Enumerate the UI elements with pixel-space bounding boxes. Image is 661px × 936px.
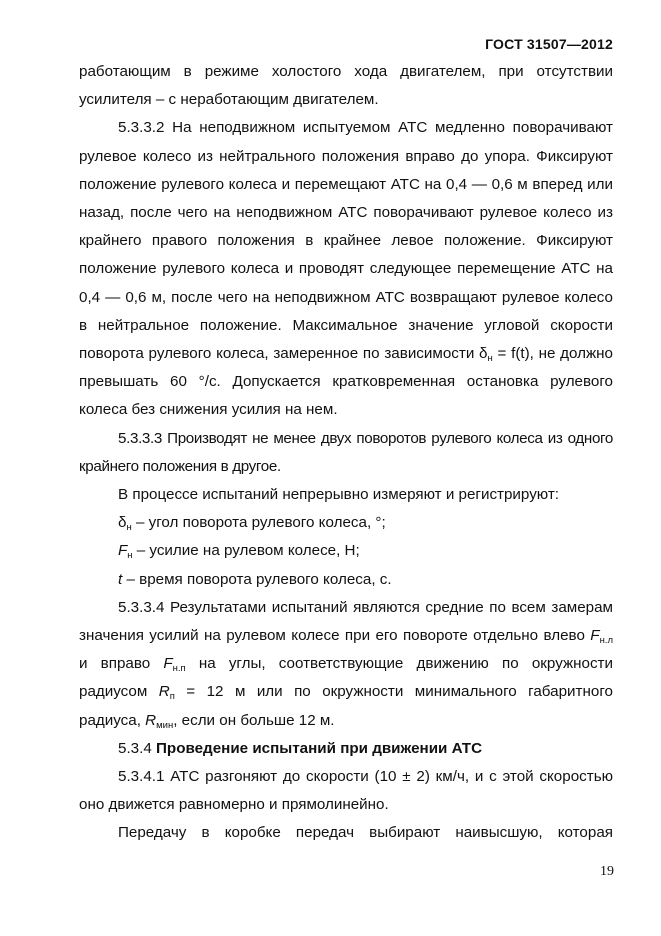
paragraph-text: = 12 м или по окружности минимального габаритного радиуса, [79, 683, 613, 729]
subscript: н.л [599, 635, 613, 647]
subscript: н.п [172, 663, 186, 675]
list-item-text: – угол поворота рулевого колеса, °; [131, 514, 386, 532]
list-item [79, 566, 613, 594]
subscript: н [127, 550, 133, 562]
paragraph: работающим в режиме холостого хода двигателем, при отсутствии усилителя – с неработающим двигателем. [79, 63, 613, 109]
document-body [79, 58, 613, 848]
section-number: 5.3.4 [118, 739, 156, 757]
symbol-f: F [590, 627, 600, 645]
paragraph-text: , если он больше 12 м. [173, 711, 335, 729]
paragraph-text: на углы, соответствующие движению по окружности радиусом [79, 655, 613, 701]
symbol-r: R [145, 711, 157, 729]
symbol-r: R [158, 683, 170, 701]
symbol-f: F [118, 542, 128, 560]
list-item [79, 509, 613, 537]
section-title: Проведение испытаний при движении АТС [156, 739, 483, 757]
list-item-text: – время поворота рулевого колеса, с. [122, 570, 392, 588]
page-number: 19 [600, 864, 614, 879]
paragraph-text: = f(t), не должно превышать 60 °/с. Допускается кратковременная остановка рулевого колеса без снижения усилия на нем. [79, 345, 614, 419]
paragraph: Передачу в коробке передач выбирают наивысшую, которая [118, 824, 613, 842]
paragraph-text: и вправо [79, 655, 164, 673]
section-heading-5-3-4 [79, 735, 613, 763]
paragraph-text: 5.3.3.4 Результатами испытаний являются средние по всем замерам значения усилий на рулевом колесе при его повороте отдельно влево [79, 598, 613, 645]
paragraph-5-3-3-3: 5.3.3.3 Производят не менее двух поворотов рулевого колеса из одного крайнего положения в другое. [79, 429, 613, 475]
subscript: н [487, 353, 493, 365]
list-item-text: – усилие на рулевом колесе, Н; [132, 542, 360, 560]
symbol-f: F [163, 655, 173, 673]
subscript: н [126, 522, 132, 534]
paragraph: В процессе испытаний непрерывно измеряют и регистрируют: [118, 486, 560, 504]
paragraph-5-3-4-1: 5.3.4.1 АТС разгоняют до скорости (10 ± 2) км/ч, и с этой скоростью оно движется равномерно и прямолинейно. [79, 768, 613, 814]
paragraph-text: 5.3.3.2 На неподвижном испытуемом АТС медленно поворачивают рулевое колесо из нейтрального положения вправо до упора. Фиксируют положение рулевого колеса и перемещают АТС на 0,4 — 0,6 м вперед или назад, после чего на неподвижном АТС поворачивают рулевое колесо из крайнего правого положения в крайнее левое положение. Фиксируют положение рулевого колеса и проводят следующее перемещение АТС на 0,4 — 0,6 м, после чего на неподвижном АТС возвращают рулевое колесо в нейтральное положение. Максимальное значение угловой скорости поворота рулевого колеса, замеренное по зависимости [79, 119, 613, 363]
symbol-delta: δ [479, 345, 488, 363]
document-header: ГОСТ 31507—2012 [485, 36, 613, 52]
symbol-delta: δ [118, 514, 127, 532]
paragraph-5-3-3-4 [79, 594, 613, 735]
list-item [79, 537, 613, 565]
subscript: мин [156, 719, 174, 731]
symbol-t: t [118, 570, 123, 588]
paragraph-5-3-3-2 [79, 114, 613, 424]
subscript: п [169, 691, 175, 703]
